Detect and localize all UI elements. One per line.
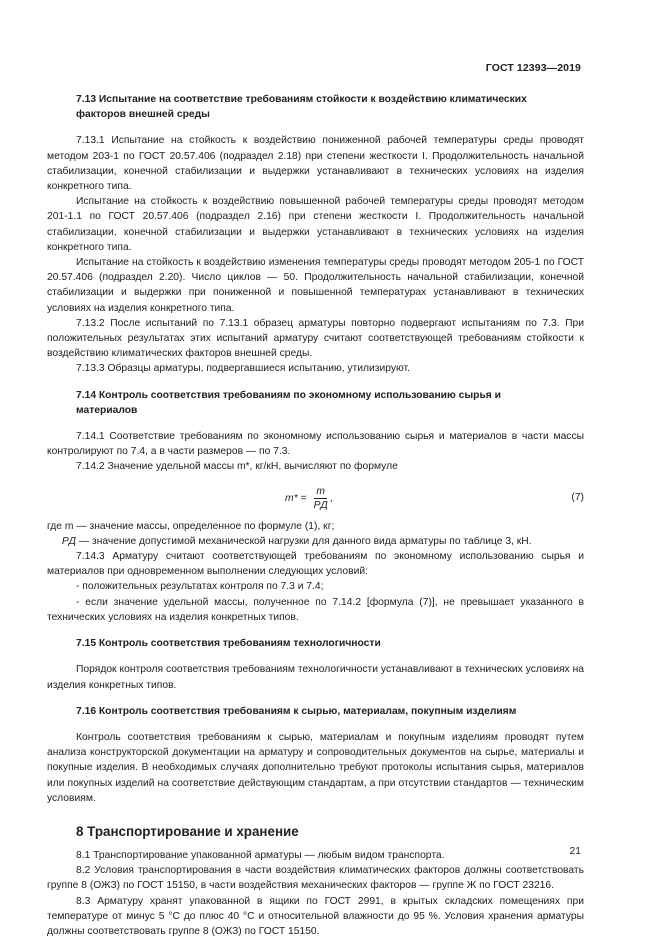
paragraph-7-13-2: 7.13.2 После испытаний по 7.13.1 образец арматуры повторно подвергают испытаниям по 7.3. При положительных результатах этих испытаний арматуру считают соответствующей требованиям стойкости к воздействию климатических факторов внешней среды.	[47, 317, 584, 360]
list-item-condition-1: - положительных результатах контроля по 7.3 и 7.4;	[76, 581, 324, 593]
page-number: 21	[569, 846, 581, 857]
paragraph-7-14-2: 7.14.2 Значение удельной массы m*, кг/кН, вычисляют по формуле	[76, 461, 398, 473]
paragraph-8-2: 8.2 Условия транспортирования в части воздействия климатических факторов должны соответствовать группе 8 (ОЖЗ) по ГОСТ 15150, в части воздействия механических факторов — группе Ж по ГОСТ 23216.	[47, 865, 584, 892]
paragraph-7-13-3: 7.13.3 Образцы арматуры, подвергавшиеся испытанию, утилизируют.	[76, 363, 410, 375]
paragraph-7-13-1: 7.13.1 Испытание на стойкость к воздействию пониженной рабочей температуры среды проводят методом 203-1 по ГОСТ 20.57.406 (подраздел 2.18) при степени жесткости I. Продолжительность начальной стабилизации, конечной стабилизации и выдержки устанавливают в технических условиях на изделия конкретного типа.	[47, 135, 584, 193]
formula-denominator: PД	[313, 499, 328, 511]
paragraph-7-14-1: 7.14.1 Соответствие требованиям по экономному использованию сырья и материалов в части массы контролируют по 7.4, а в части размеров — по 7.3.	[47, 431, 584, 458]
formula-fraction	[314, 485, 328, 512]
formula-where-pd-text: — значение допустимой механической нагрузки для данного вида арматуры по таблице 3, кН.	[76, 535, 532, 547]
paragraph-7-16: Контроль соответствия требованиям к сырью, материалам и покупным изделиям проводят путем анализа конструкторской документации на арматуру и сопроводительных документов на сырье, материалы и покупные изделия. В необходимых случаях дополнительно требуют протоколы испытания сырья, материалов или покупных изделий на соответствие действующим стандартам, а при отсутствии стандартов — техническим условиям.	[47, 731, 584, 804]
paragraph-8-3: 8.3 Арматуру хранят упакованной в ящики по ГОСТ 2991, в крытых складских помещениях при температуре от минус 5 °С до плюс 40 °С и относительной влажности до 95 %. Условия хранения арматуры должны соответствовать группе 8 (ОЖЗ) по ГОСТ 15150.	[47, 895, 584, 937]
paragraph-7-15: Порядок контроля соответствия требованиям технологичности устанавливают в технических условиях на изделия конкретных типов.	[47, 664, 584, 691]
section-7-14-heading	[47, 388, 584, 418]
section-7-14-heading-line1: 7.14 Контроль соответствия требованиям по экономному использованию сырья и	[76, 389, 501, 401]
paragraph-8-1: 8.1 Транспортирование упакованной арматуры — любым видом транспорта.	[76, 849, 445, 861]
formula-number: (7)	[571, 491, 584, 503]
formula-where-m: где m — значение массы, определенное по формуле (1), кг;	[47, 520, 335, 532]
section-8-heading: 8 Транспортирование и хранение	[76, 823, 299, 839]
page-content	[47, 92, 584, 939]
list-item-condition-2: - если значение удельной массы, полученное по 7.14.2 [формула (7)], не превышает указанного в технических условиях на изделия конкретных типов.	[47, 596, 584, 623]
formula-7	[47, 481, 584, 515]
formula-lhs: m*	[285, 492, 298, 504]
document-code-header: ГОСТ 12393—2019	[485, 62, 581, 74]
section-7-16-heading: 7.16 Контроль соответствия требованиям к сырью, материалам, покупным изделиям	[76, 705, 517, 717]
section-7-13-heading	[47, 92, 584, 122]
formula-numerator: m	[316, 485, 325, 497]
formula-expression	[285, 485, 333, 512]
paragraph-7-14-3: 7.14.3 Арматуру считают соответствующей требованиям по экономному использованию сырья и материалов при одновременном выполнении следующих условий:	[47, 551, 584, 578]
section-7-15-heading: 7.15 Контроль соответствия требованиям технологичности	[76, 638, 381, 650]
section-7-13-heading-line1: 7.13 Испытание на соответствие требованиям стойкости к воздействию климатических	[76, 94, 527, 105]
section-7-14-heading-line2: материалов	[76, 404, 138, 416]
formula-where-pd	[47, 534, 584, 549]
formula-equals: =	[300, 492, 307, 504]
formula-where-pd-symbol: PД	[61, 535, 76, 547]
section-7-13-heading-line2: факторов внешней среды	[76, 109, 210, 121]
formula-comma: ,	[329, 492, 333, 504]
paragraph-7-13-1-high-temp: Испытание на стойкость к воздействию повышенной рабочей температуры среды проводят методом 201-1.1 по ГОСТ 20.57.406 (подраздел 2.16) при степени жесткости I. Продолжительность начальной стабилизации, конечной стабилизации и выдержки устанавливают в технических условиях на изделия конкретного типа.	[47, 196, 584, 253]
paragraph-7-13-1-temp-change: Испытание на стойкость к воздействию изменения температуры среды проводят методом 205-1 по ГОСТ 20.57.406 (подраздел 2.20). Число циклов — 50. Продолжительность начальной стабилизации, конечной стабилизации и выдержки при пониженной и повышенной температурах устанавливают в технических условиях на изделия конкретного типа.	[47, 257, 584, 314]
